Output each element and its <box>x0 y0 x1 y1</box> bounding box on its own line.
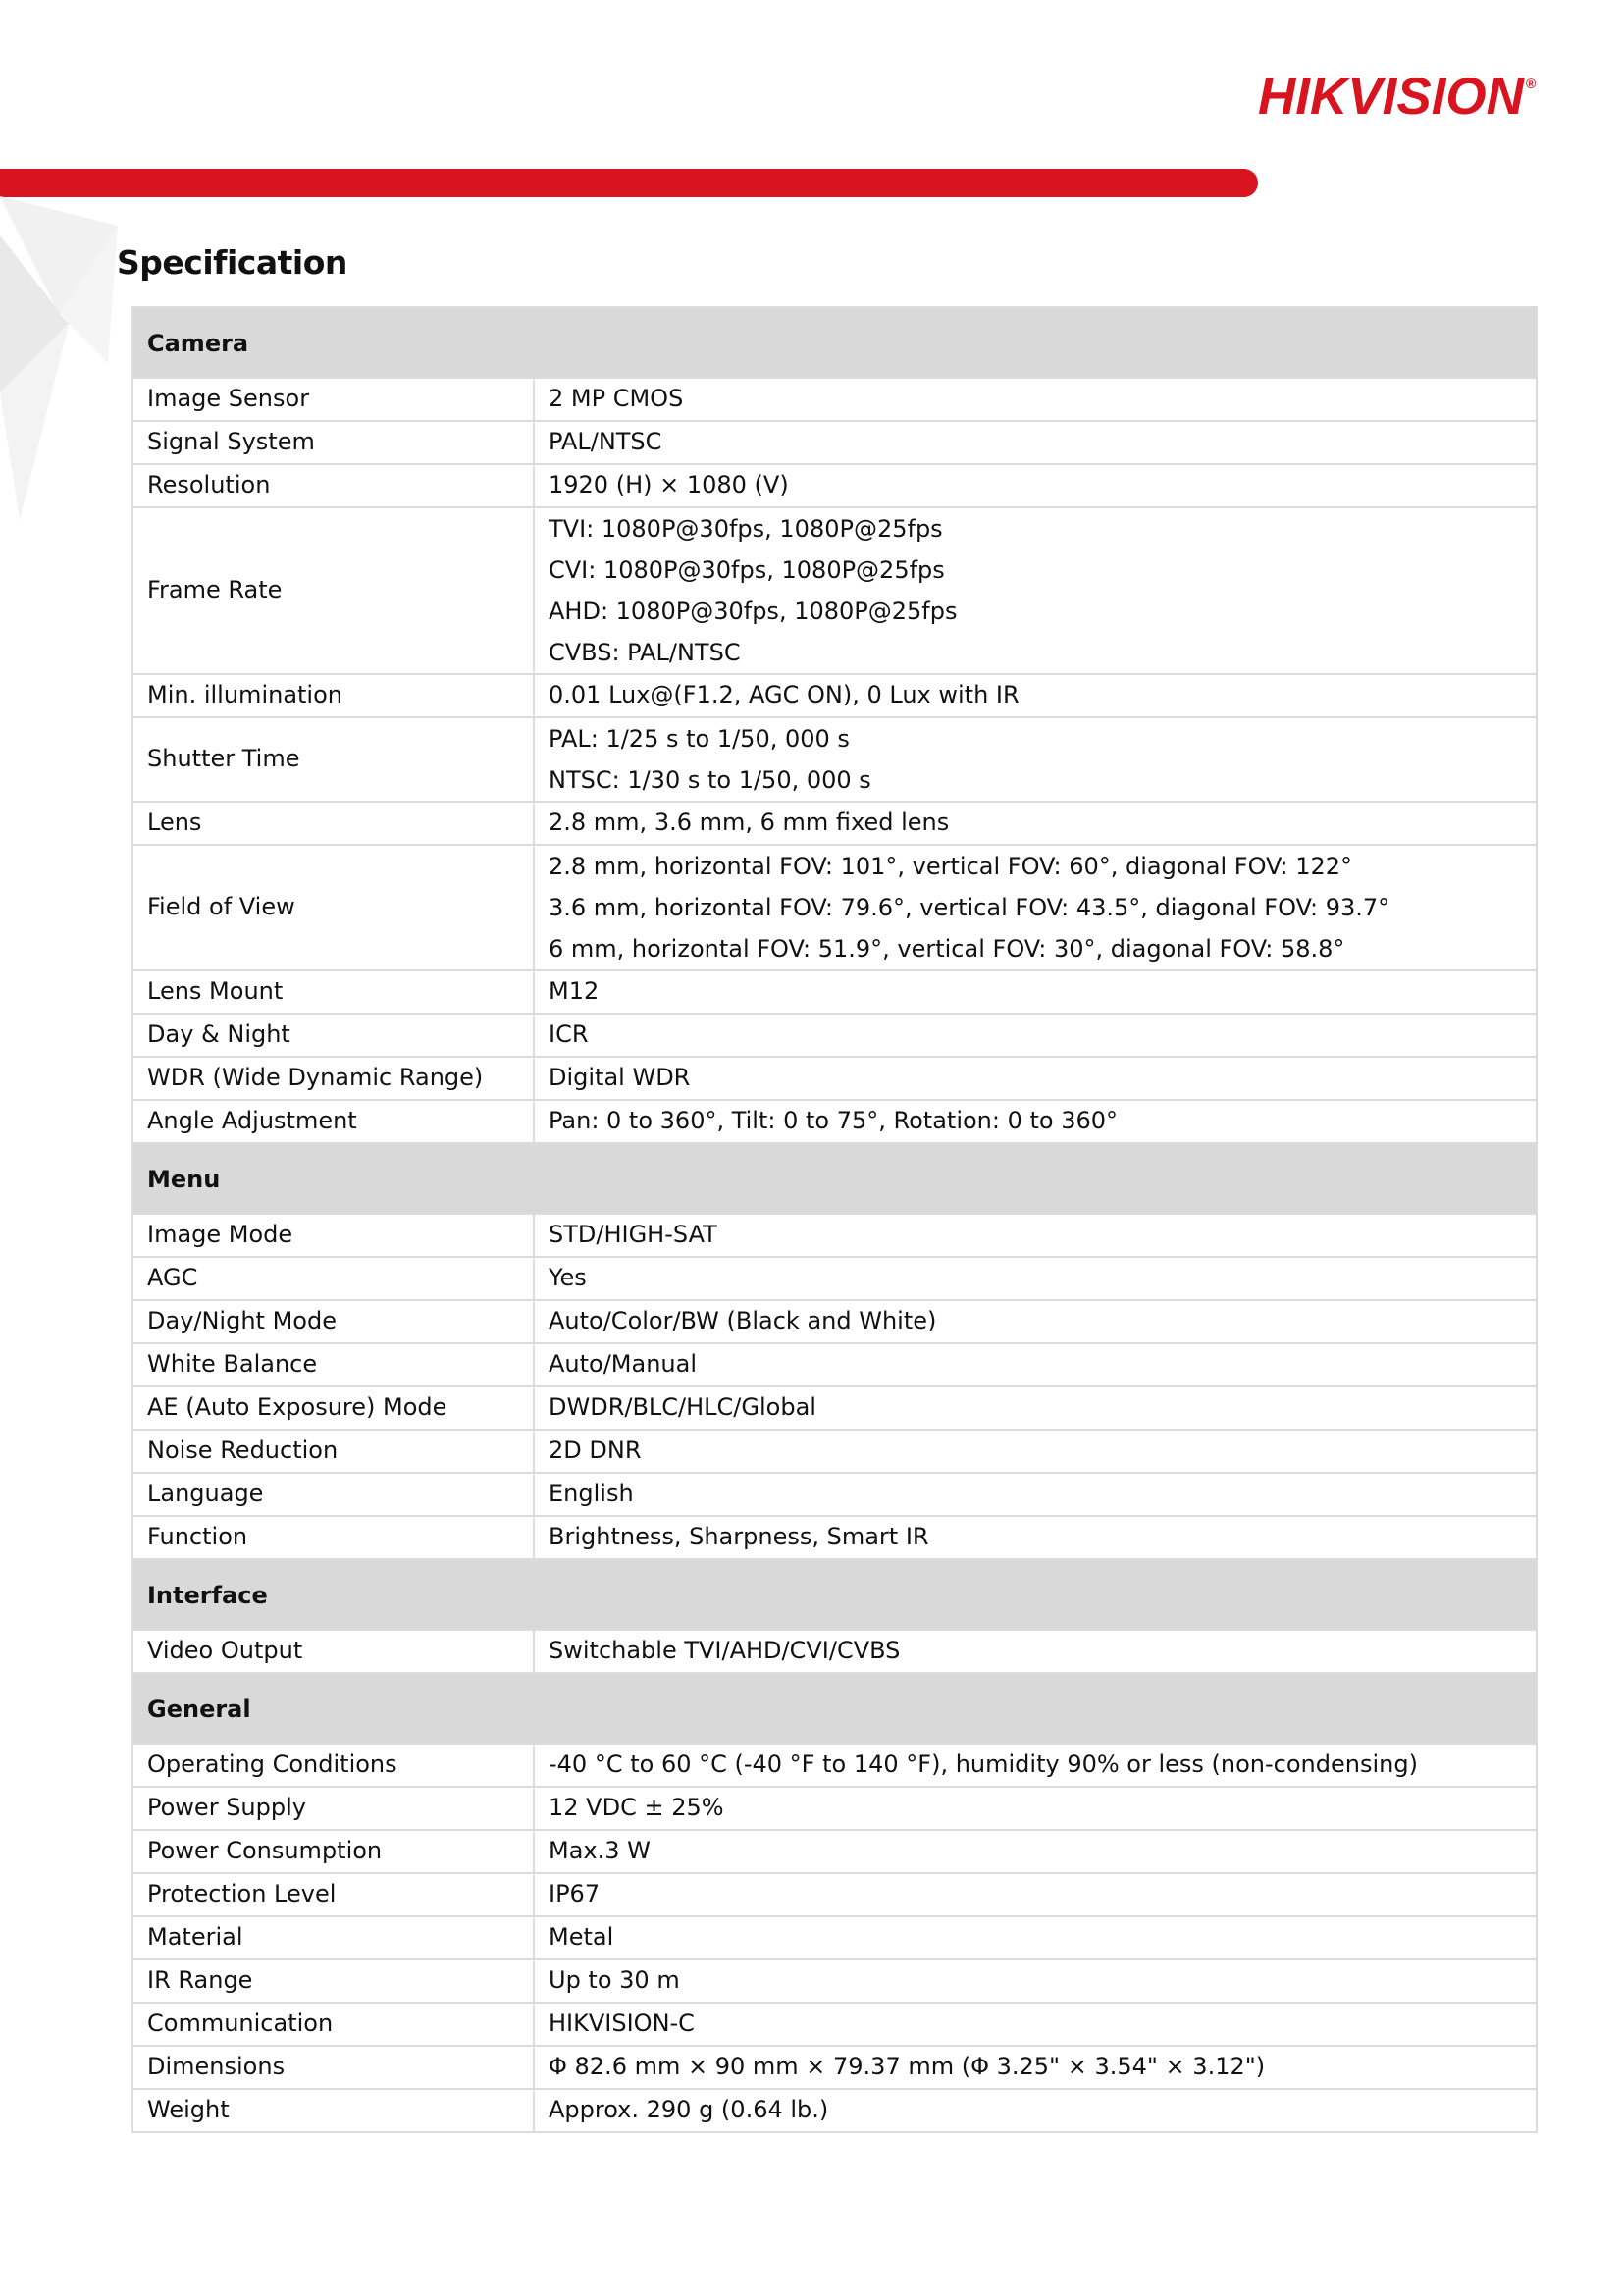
specification-table <box>131 306 1538 2133</box>
section-header-menu <box>132 1143 1537 1214</box>
spec-value: 2D DNR <box>534 1430 1537 1473</box>
table-row <box>132 1873 1537 1916</box>
spec-value: Metal <box>534 1916 1537 1959</box>
table-row <box>132 2003 1537 2046</box>
spec-value: -40 °C to 60 °C (-40 °F to 140 °F), humidity 90% or less (non-condensing) <box>534 1744 1537 1787</box>
spec-value <box>534 845 1537 970</box>
spec-value: English <box>534 1473 1537 1516</box>
spec-value <box>534 717 1537 802</box>
spec-value: Pan: 0 to 360°, Tilt: 0 to 75°, Rotation: 0 to 360° <box>534 1100 1537 1143</box>
spec-label: Language <box>132 1473 534 1516</box>
table-row <box>132 1959 1537 2003</box>
spec-value: 2.8 mm, 3.6 mm, 6 mm fixed lens <box>534 802 1537 845</box>
spec-label: Dimensions <box>132 2046 534 2089</box>
spec-value: HIKVISION-C <box>534 2003 1537 2046</box>
spec-label: Video Output <box>132 1630 534 1673</box>
spec-value-line: 3.6 mm, horizontal FOV: 79.6°, vertical FOV: 43.5°, diagonal FOV: 93.7° <box>549 894 1390 921</box>
table-row <box>132 507 1537 674</box>
table-row <box>132 674 1537 717</box>
spec-label: Shutter Time <box>132 717 534 802</box>
registered-mark: ® <box>1525 76 1537 91</box>
table-row <box>132 1014 1537 1057</box>
spec-value: 0.01 Lux@(F1.2, AGC ON), 0 Lux with IR <box>534 674 1537 717</box>
spec-value: PAL/NTSC <box>534 421 1537 464</box>
spec-value: Switchable TVI/AHD/CVI/CVBS <box>534 1630 1537 1673</box>
table-row <box>132 802 1537 845</box>
spec-value: Yes <box>534 1257 1537 1300</box>
spec-label: Communication <box>132 2003 534 2046</box>
spec-value <box>534 507 1537 674</box>
spec-value: Up to 30 m <box>534 1959 1537 2003</box>
spec-value-line: CVI: 1080P@30fps, 1080P@25fps <box>549 556 945 584</box>
spec-label: Field of View <box>132 845 534 970</box>
table-row <box>132 378 1537 421</box>
spec-label: Lens <box>132 802 534 845</box>
table-row <box>132 1257 1537 1300</box>
spec-value: 1920 (H) × 1080 (V) <box>534 464 1537 507</box>
spec-value-line: CVBS: PAL/NTSC <box>549 639 741 666</box>
spec-label: WDR (Wide Dynamic Range) <box>132 1057 534 1100</box>
spec-label: Signal System <box>132 421 534 464</box>
table-row <box>132 1386 1537 1430</box>
section-title: Camera <box>132 307 1537 378</box>
table-row <box>132 1516 1537 1559</box>
spec-label: Weight <box>132 2089 534 2132</box>
spec-value: IP67 <box>534 1873 1537 1916</box>
table-row <box>132 717 1537 802</box>
section-title: General <box>132 1673 1537 1744</box>
table-row <box>132 1744 1537 1787</box>
spec-value-line: 6 mm, horizontal FOV: 51.9°, vertical FOV: 30°, diagonal FOV: 58.8° <box>549 935 1345 963</box>
spec-value: Φ 82.6 mm × 90 mm × 79.37 mm (Φ 3.25" × 3.54" × 3.12") <box>534 2046 1537 2089</box>
table-row <box>132 1830 1537 1873</box>
spec-label: IR Range <box>132 1959 534 2003</box>
section-title: Menu <box>132 1143 1537 1214</box>
table-row <box>132 1214 1537 1257</box>
spec-label: Lens Mount <box>132 970 534 1014</box>
spec-label: Operating Conditions <box>132 1744 534 1787</box>
spec-label: AE (Auto Exposure) Mode <box>132 1386 534 1430</box>
spec-value: Auto/Color/BW (Black and White) <box>534 1300 1537 1343</box>
spec-label: White Balance <box>132 1343 534 1386</box>
spec-label: Image Mode <box>132 1214 534 1257</box>
spec-label: Angle Adjustment <box>132 1100 534 1143</box>
spec-label: Power Consumption <box>132 1830 534 1873</box>
spec-label: Power Supply <box>132 1787 534 1830</box>
spec-value: Approx. 290 g (0.64 lb.) <box>534 2089 1537 2132</box>
hikvision-logo <box>1258 68 1537 126</box>
spec-label: Min. illumination <box>132 674 534 717</box>
spec-value: M12 <box>534 970 1537 1014</box>
table-row <box>132 1430 1537 1473</box>
spec-value: Auto/Manual <box>534 1343 1537 1386</box>
header-red-bar <box>0 169 1258 197</box>
section-header-interface <box>132 1559 1537 1630</box>
spec-value: 12 VDC ± 25% <box>534 1787 1537 1830</box>
spec-label: Material <box>132 1916 534 1959</box>
spec-label: Day & Night <box>132 1014 534 1057</box>
spec-value-line: TVI: 1080P@30fps, 1080P@25fps <box>549 515 943 543</box>
page-title: Specification <box>117 243 347 282</box>
spec-label: Noise Reduction <box>132 1430 534 1473</box>
spec-value-line: PAL: 1/25 s to 1/50, 000 s <box>549 725 850 753</box>
spec-value-line: NTSC: 1/30 s to 1/50, 000 s <box>549 766 871 794</box>
table-row <box>132 421 1537 464</box>
table-row <box>132 1787 1537 1830</box>
spec-value-line: AHD: 1080P@30fps, 1080P@25fps <box>549 598 958 625</box>
table-row <box>132 1916 1537 1959</box>
spec-label: Day/Night Mode <box>132 1300 534 1343</box>
spec-label: AGC <box>132 1257 534 1300</box>
spec-value: 2 MP CMOS <box>534 378 1537 421</box>
section-title: Interface <box>132 1559 1537 1630</box>
table-row <box>132 2089 1537 2132</box>
table-row <box>132 845 1537 970</box>
table-row <box>132 1057 1537 1100</box>
table-row <box>132 970 1537 1014</box>
logo-text: HIKVISION <box>1258 68 1524 126</box>
table-row <box>132 1473 1537 1516</box>
table-row <box>132 2046 1537 2089</box>
spec-value: DWDR/BLC/HLC/Global <box>534 1386 1537 1430</box>
section-header-general <box>132 1673 1537 1744</box>
spec-label: Image Sensor <box>132 378 534 421</box>
spec-label: Function <box>132 1516 534 1559</box>
spec-value: ICR <box>534 1014 1537 1057</box>
table-row <box>132 1100 1537 1143</box>
spec-value: Digital WDR <box>534 1057 1537 1100</box>
spec-label: Resolution <box>132 464 534 507</box>
spec-label: Protection Level <box>132 1873 534 1916</box>
spec-value: STD/HIGH-SAT <box>534 1214 1537 1257</box>
table-row <box>132 464 1537 507</box>
table-row <box>132 1300 1537 1343</box>
spec-value-line: 2.8 mm, horizontal FOV: 101°, vertical FOV: 60°, diagonal FOV: 122° <box>549 853 1353 880</box>
table-row <box>132 1630 1537 1673</box>
table-row <box>132 1343 1537 1386</box>
section-header-camera <box>132 307 1537 378</box>
spec-label: Frame Rate <box>132 507 534 674</box>
spec-value: Max.3 W <box>534 1830 1537 1873</box>
spec-value: Brightness, Sharpness, Smart IR <box>534 1516 1537 1559</box>
